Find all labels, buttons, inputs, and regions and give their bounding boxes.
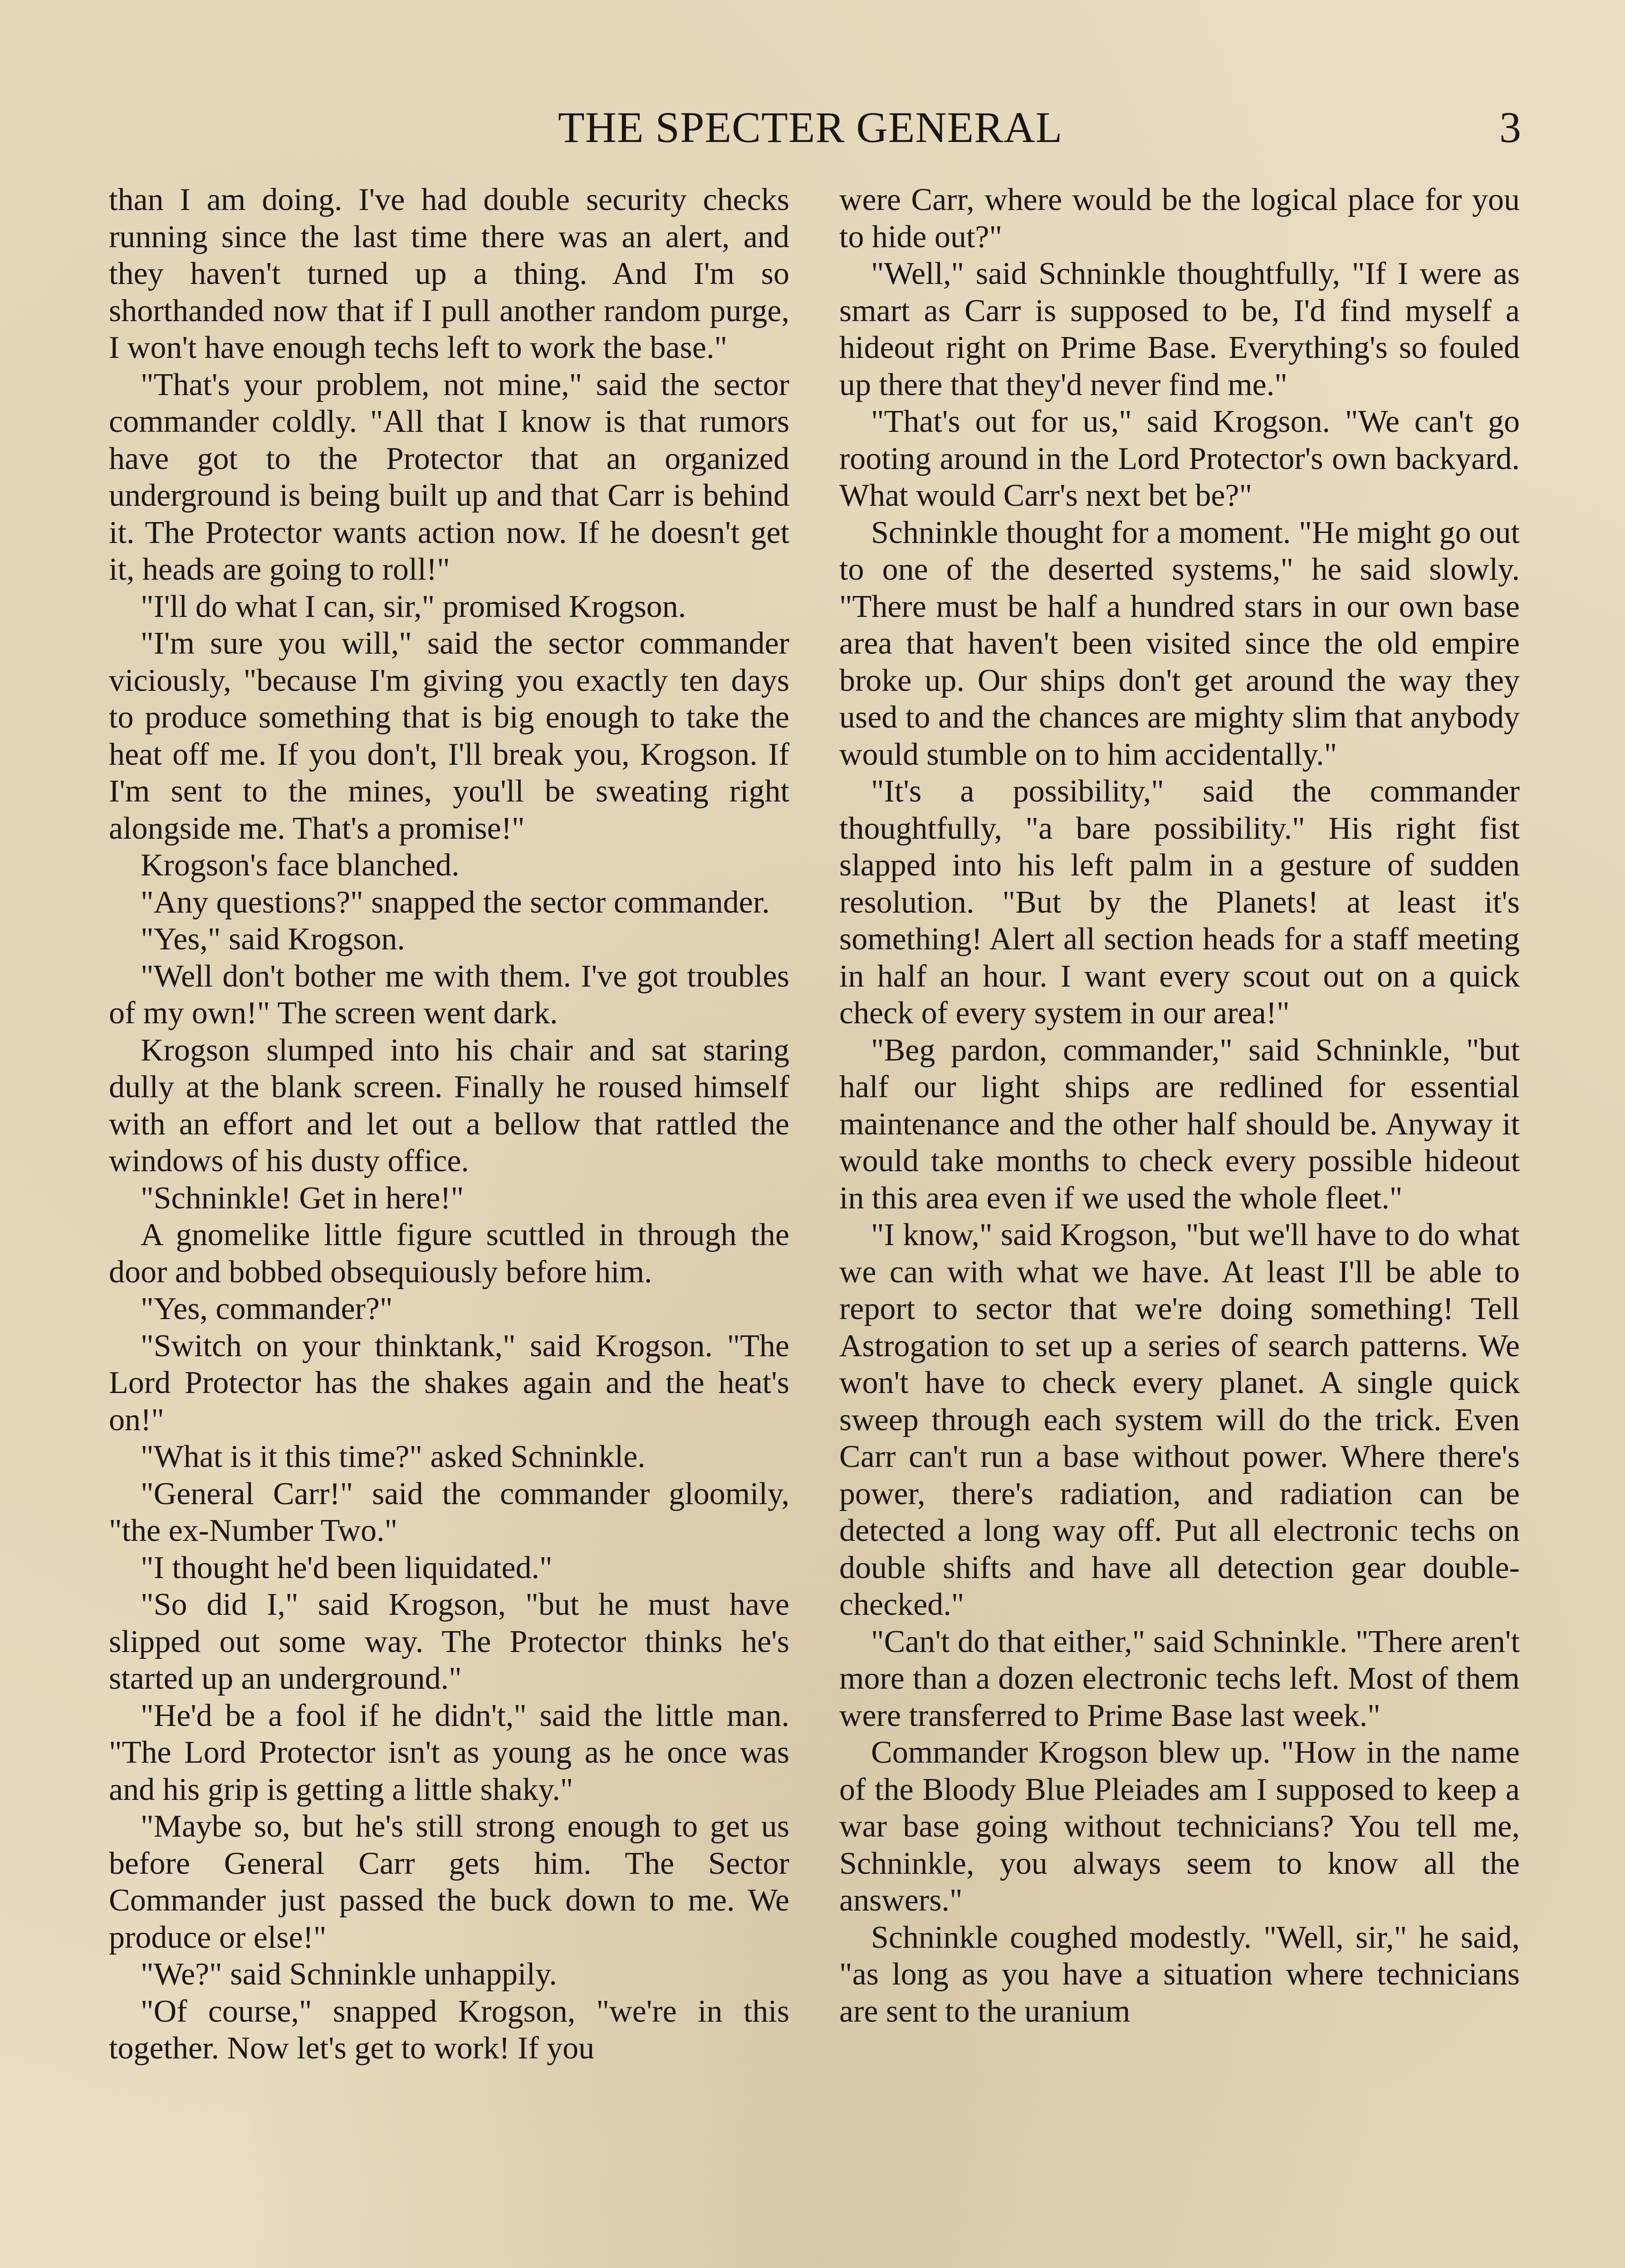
paragraph: "General Carr!" said the commander gloomily, "the ex-Number Two." bbox=[109, 1476, 789, 1548]
paragraph: Commander Krogson blew up. "How in the name of the Bloody Blue Pleiades am I supposed to keep a war base going without technicians? You tell me, Schninkle, you always seem to know all the answers." bbox=[839, 1735, 1520, 1918]
paragraph: A gnomelike little figure scuttled in through the door and bobbed obsequiously before him. bbox=[109, 1217, 789, 1290]
paragraph: "Switch on your thinktank," said Krogson. "The Lord Protector has the shakes again and the heat's on!" bbox=[109, 1328, 789, 1437]
right-text-column bbox=[839, 181, 1520, 2268]
paragraph: "Can't do that either," said Schninkle. "There aren't more than a dozen electronic techs left. Most of them were transferred to Prime Base last week." bbox=[839, 1624, 1520, 1733]
paragraph: "That's your problem, not mine," said the sector commander coldly. "All that I know is that rumors have got to the Protector that an organized underground is being built up and that Carr is behind it. The Protector wants action now. If he doesn't get it, heads are going to roll!" bbox=[109, 367, 789, 587]
paragraph: than I am doing. I've had double security checks running since the last time there was an alert, and they haven't turned up a thing. And I'm so shorthanded now that if I pull another random purge, I won't have enough techs left to work the base." bbox=[109, 182, 789, 365]
paragraph: "What is it this time?" asked Schninkle. bbox=[141, 1439, 646, 1474]
paragraph: "Well," said Schninkle thoughtfully, "If I were as smart as Carr is supposed to be, I'd find myself a hideout right on Prime Base. Everything's so fouled up there that they'd never find me." bbox=[839, 256, 1520, 402]
paragraph: "He'd be a fool if he didn't," said the little man. "The Lord Protector isn't as young as he once was and his grip is getting a little shaky." bbox=[109, 1698, 789, 1807]
paragraph: Schninkle thought for a moment. "He might go out to one of the deserted systems," he said slowly. "There must be half a hundred stars in our own base area that haven't been visited since the old empire broke up. Our ships don't get around the way they used to and the chances are mighty slim that anybody would stumble on to him accidentally." bbox=[839, 515, 1520, 772]
left-text-column bbox=[109, 181, 789, 2268]
running-title: THE SPECTER GENERAL bbox=[558, 103, 1063, 152]
paragraph: Krogson's face blanched. bbox=[141, 848, 460, 883]
paragraph: "I'm sure you will," said the sector commander viciously, "because I'm giving you exactly ten days to produce something that is big enough to take the heat off me. If you don't, I'll break you, Krogson. If I'm sent to the mines, you'll be sweating right alongside me. That's a promise!" bbox=[109, 626, 789, 846]
paragraph: "Yes, commander?" bbox=[141, 1291, 393, 1326]
paragraph: "Beg pardon, commander," said Schninkle, "but half our light ships are redlined for essential maintenance and the other half should be. Anyway it would take months to check every possible hideout in this area even if we used the whole fleet." bbox=[839, 1032, 1520, 1216]
paragraph: "We?" said Schninkle unhappily. bbox=[141, 1957, 557, 1992]
paragraph: "So did I," said Krogson, "but he must have slipped out some way. The Protector thinks he's started up an underground." bbox=[109, 1587, 789, 1696]
paragraph: "Any questions?" snapped the sector commander. bbox=[141, 885, 770, 920]
paragraph: "I know," said Krogson, "but we'll have to do what we can with what we have. At least I'll be able to report to sector that we're doing something! Tell Astrogation to set up a series of search patterns. We won't have to check every planet. A single quick sweep through each system will do the trick. Even Carr can't run a base without power. Where there's power, there's radiation, and radiation can be detected a long way off. Put all electronic techs on double shifts and have all detection gear double-checked." bbox=[839, 1217, 1520, 1622]
paragraph: "Yes," said Krogson. bbox=[141, 922, 405, 957]
page-number: 3 bbox=[1499, 103, 1521, 152]
paragraph: "I'll do what I can, sir," promised Krogson. bbox=[141, 589, 686, 624]
paragraph: Schninkle coughed modestly. "Well, sir," he said, "as long as you have a situation where technicians are sent to the uranium bbox=[839, 1920, 1520, 2029]
paragraph: were Carr, where would be the logical place for you to hide out?" bbox=[839, 182, 1520, 254]
paragraph: "It's a possibility," said the commander thoughtfully, "a bare possibility." His right fist slapped into his left palm in a gesture of sudden resolution. "But by the Planets! at least it's something! Alert all section heads for a staff meeting in half an hour. I want every scout out on a quick check of every system in our area!" bbox=[839, 774, 1520, 1031]
paragraph: Krogson slumped into his chair and sat staring dully at the blank screen. Finally he roused himself with an effort and let out a bellow that rattled the windows of his dusty office. bbox=[109, 1032, 789, 1178]
paragraph: "Schninkle! Get in here!" bbox=[141, 1180, 464, 1216]
paragraph: "Maybe so, but he's still strong enough to get us before General Carr gets him. The Sector Commander just passed the buck down to me. We produce or else!" bbox=[109, 1809, 789, 1955]
paragraph: "Of course," snapped Krogson, "we're in this together. Now let's get to work! If you bbox=[109, 1994, 789, 2066]
paragraph: "I thought he'd been liquidated." bbox=[141, 1550, 553, 1585]
paragraph: "Well don't bother me with them. I've got troubles of my own!" The screen went dark. bbox=[109, 958, 789, 1031]
paragraph: "That's out for us," said Krogson. "We can't go rooting around in the Lord Protector's own backyard. What would Carr's next bet be?" bbox=[839, 404, 1520, 513]
